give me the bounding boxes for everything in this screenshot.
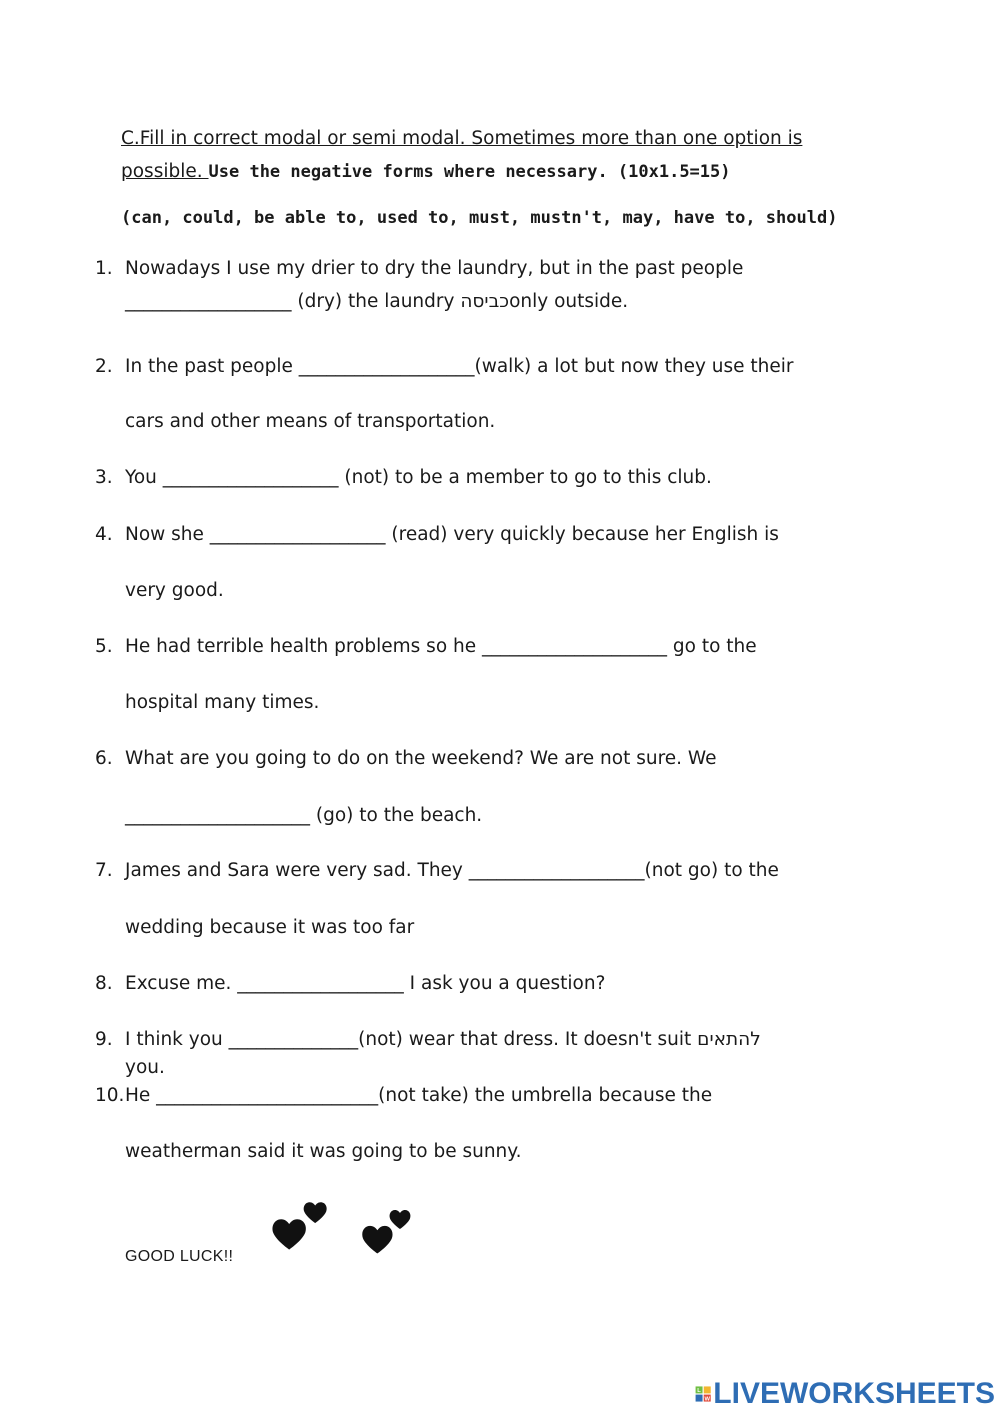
question-number: 6. xyxy=(95,748,113,769)
question-text: He had terrible health problems so he ____________________ go to the xyxy=(125,636,757,657)
question-text: Excuse me. __________________ I ask you a question? xyxy=(125,973,606,994)
svg-text:W: W xyxy=(704,1396,710,1403)
svg-text:L: L xyxy=(697,1388,701,1395)
heart-icon xyxy=(304,1202,327,1223)
question-text: I think you ______________(not) wear that dress. It doesn't suit להתאים xyxy=(125,1029,761,1050)
question-number: 2. xyxy=(95,356,113,377)
question-7-line2: wedding because it was too far xyxy=(125,917,415,938)
heart-icon xyxy=(272,1219,305,1249)
heart-icon xyxy=(390,1210,411,1229)
question-10-line2: weatherman said it was going to be sunny. xyxy=(125,1141,522,1162)
question-number: 7. xyxy=(95,860,113,881)
question-number: 8. xyxy=(95,973,113,994)
question-2-line2: cars and other means of transportation. xyxy=(125,411,496,432)
instructions-negative-note: Use the negative forms where necessary. (10x1.5=15) xyxy=(208,162,731,182)
question-number: 9. xyxy=(95,1029,113,1050)
good-luck-text: GOOD LUCK!! xyxy=(125,1248,234,1265)
question-9-line2: you. xyxy=(125,1057,165,1078)
question-number: 5. xyxy=(95,636,113,657)
question-1-line2: __________________ (dry) the laundry כביסהonly outside. xyxy=(125,291,629,312)
modal-options: (can, could, be able to, used to, must, mustn't, may, have to, should) xyxy=(121,208,838,228)
hearts-decoration xyxy=(268,1196,418,1266)
liveworksheets-logo-icon xyxy=(695,1380,711,1408)
question-text: Nowadays I use my drier to dry the laundry, but in the past people xyxy=(125,258,744,279)
question-number: 10. xyxy=(95,1085,125,1106)
question-text: What are you going to do on the weekend? We are not sure. We xyxy=(125,748,717,769)
liveworksheets-logo-text: LIVEWORKSHEETS xyxy=(713,1377,995,1410)
liveworksheets-logo xyxy=(695,1376,995,1412)
question-5-line2: hospital many times. xyxy=(125,692,320,713)
question-6-line2: ____________________ (go) to the beach. xyxy=(125,805,483,826)
question-number: 3. xyxy=(95,467,113,488)
question-text: James and Sara were very sad. They ___________________(not go) to the xyxy=(125,860,779,881)
instructions-title: C.Fill in correct modal or semi modal. Sometimes more than one option is possible. xyxy=(121,128,803,182)
question-text: He ________________________(not take) the umbrella because the xyxy=(125,1085,713,1106)
question-text: In the past people ___________________(walk) a lot but now they use their xyxy=(125,356,794,377)
question-4-line2: very good. xyxy=(125,580,224,601)
question-number: 1. xyxy=(95,258,113,279)
instructions xyxy=(121,122,881,189)
question-text: Now she ___________________ (read) very quickly because her English is xyxy=(125,524,779,545)
question-text: You ___________________ (not) to be a member to go to this club. xyxy=(125,467,712,488)
question-number: 4. xyxy=(95,524,113,545)
heart-icon xyxy=(362,1226,392,1254)
